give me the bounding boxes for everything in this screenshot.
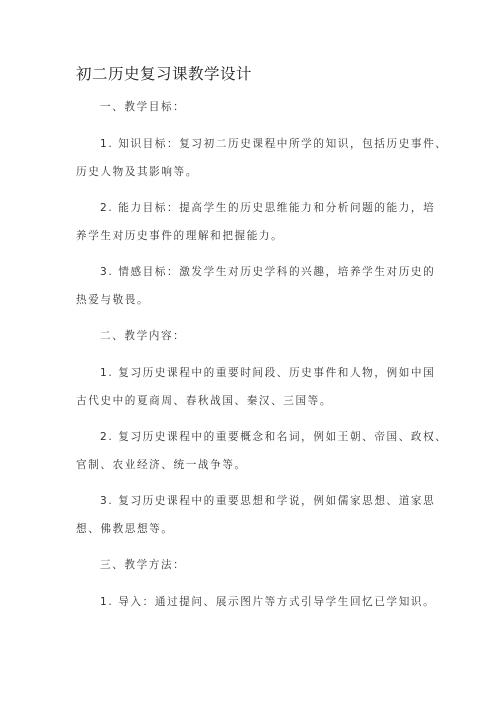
paragraph-line: 2. 复习历史课程中的重要概念和名词，例如王朝、帝国、政权、	[100, 431, 448, 443]
paragraph-line: 养学生对历史事件的理解和把握能力。	[76, 230, 284, 242]
paragraph-line: 1. 复习历史课程中的重要时间段、历史事件和人物，例如中国	[100, 367, 436, 379]
paragraph-line: 2. 能力目标：提高学生的历史思维能力和分析问题的能力，培	[100, 202, 436, 214]
paragraph-line: 官制、农业经济、统一战争等。	[76, 459, 247, 471]
document-title: 初二历史复习课教学设计	[76, 65, 253, 83]
paragraph-line: 热爱与敬畏。	[76, 294, 150, 306]
paragraph-line: 想、佛教思想等。	[76, 523, 174, 535]
section-heading: 一、教学目标：	[100, 101, 186, 113]
paragraph-line: 历史人物及其影响等。	[76, 166, 198, 178]
paragraph-line: 3. 复习历史课程中的重要思想和学说，例如儒家思想、道家思	[100, 495, 436, 507]
paragraph-line: 1. 导入：通过提问、展示图片等方式引导学生回忆已学知识。	[100, 596, 436, 608]
paragraph-line: 1. 知识目标：复习初二历史课程中所学的知识，包括历史事件、	[100, 138, 448, 150]
section-heading: 三、教学方法：	[100, 559, 186, 571]
paragraph-line: 3. 情感目标：激发学生对历史学科的兴趣，培养学生对历史的	[100, 266, 436, 278]
section-heading: 二、教学内容：	[100, 330, 186, 342]
paragraph-line: 古代史中的夏商周、春秋战国、秦汉、三国等。	[76, 395, 333, 407]
